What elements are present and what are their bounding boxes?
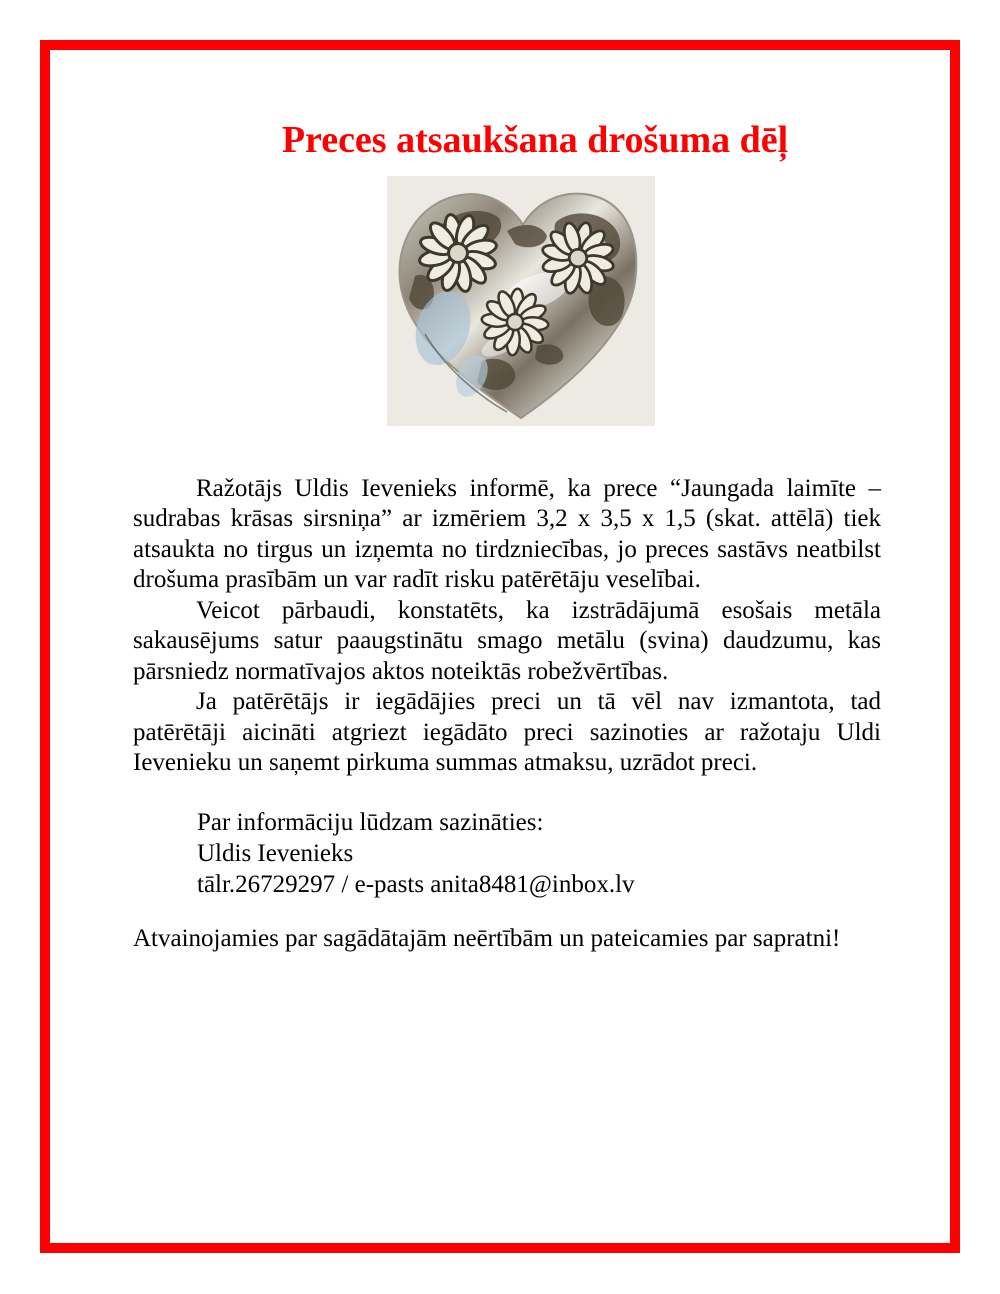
- contact-name: Uldis Ievenieks: [197, 839, 354, 867]
- contact-intro: Par informāciju lūdzam sazināties:: [197, 808, 544, 836]
- paragraph-return-instructions: Ja patērētājs ir iegādājies preci un tā vēl nav izmantota, tad patērētāji aicināti atgriezt iegādāto preci sazinoties ar ražotaju Uldi Ievenieku un saņemt pirkuma summas atmaksu, uzrādot preci.: [133, 688, 881, 777]
- paragraph-test-results: Veicot pārbaudi, konstatēts, ka izstrādājumā esošais metāla sakausējums satur paaugstinātu smago metālu (svina) daudzumu, kas pārsniedz normatīvajos aktos noteiktās robežvērtības.: [133, 596, 881, 685]
- body-text: [133, 474, 881, 955]
- red-border-frame: [40, 40, 960, 1253]
- page-title: Preces atsaukšana drošuma dēļ: [281, 119, 789, 161]
- document-content: [133, 50, 881, 954]
- silver-heart-photo: [387, 176, 655, 426]
- contact-phone-email: tālr.26729297 / e-pasts anita8481@inbox.lv: [197, 870, 635, 898]
- closing-apology: Atvainojamies par sagādātajām neērtībām un pateicamies par sapratni!: [133, 924, 841, 952]
- paragraph-recall: Ražotājs Uldis Ievenieks informē, ka prece “Jaungada laimīte – sudrabas krāsas sirsniņa” ar izmēriem 3,2 x 3,5 x 1,5 (skat. attēlā) tiek atsaukta no tirgus un izņemta no tirdzniecības, jo preces sastāvs neatbilst drošuma prasībām un var radīt risku patērētāju veselībai.: [133, 474, 881, 594]
- contact-block: [197, 807, 881, 900]
